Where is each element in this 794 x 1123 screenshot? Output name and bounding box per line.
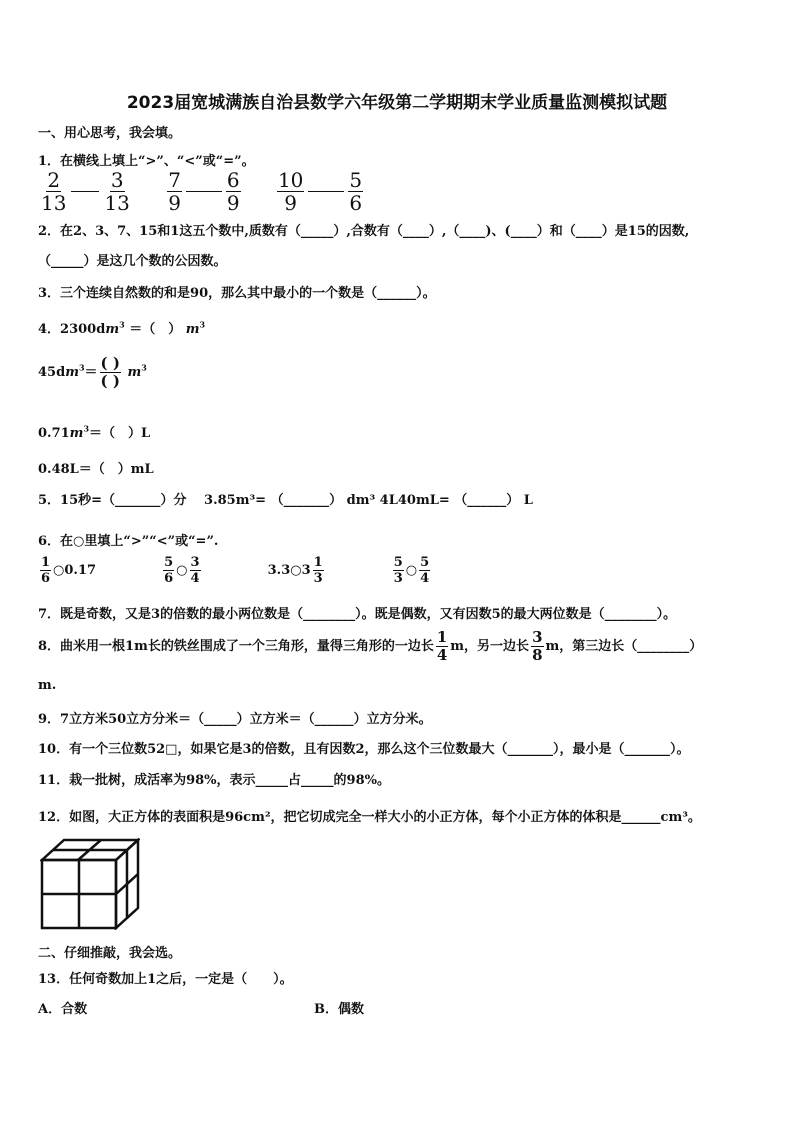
q1-fractions bbox=[38, 170, 365, 213]
section-1-heading: 一、用心思考，我会填。 bbox=[38, 126, 182, 141]
q1-frac-1b: $\frac{3}{13}$ bbox=[104, 168, 130, 215]
q6-frac: $\frac{1}{6}$ bbox=[41, 555, 51, 586]
question-10: 10．有一个三位数52□，如果它是3的倍数，且有因数2，那么这个三位数最大（_______），最小是（_______）。 bbox=[38, 742, 690, 757]
question-8: 8．曲米用一根1m长的铁丝围成了一个三角形，量得三角形的一边长 $\frac{1}{4}$ m，另一边长 $\frac{3}{8}$ m，第三边长（________） bbox=[38, 628, 703, 664]
answer-blank[interactable] bbox=[308, 191, 344, 192]
question-13: 13．任何奇数加上1之后，一定是（ ）。 bbox=[38, 972, 293, 987]
q6-frac: $\frac{5}{4}$ bbox=[420, 555, 430, 586]
q13-option-b[interactable]: B．偶数 bbox=[314, 1002, 364, 1017]
q6-items: $\frac{1}{6}$ ○0.17 $\frac{5}{6}$ ○ $\frac{3}{4}$ 3.3○3 $\frac{1}{3}$ $\frac{5}{3}$ ○ $\frac{5}{4}$ bbox=[41, 555, 430, 586]
question-12: 12．如图，大正方体的表面积是96cm²，把它切成完全一样大小的小正方体，每个小正方体的体积是______cm³。 bbox=[38, 810, 701, 825]
question-6: 6．在○里填上“>”“<”或“=”. bbox=[38, 534, 219, 549]
question-5: 5．15秒=（_______）分 3.85m³= （_______） dm³ 4L40mL= （______） L bbox=[38, 493, 533, 508]
q4-blank-fraction[interactable]: $\frac{( )}{( )}$ bbox=[100, 354, 120, 390]
question-4-part-2: $45dm^3=$ $\frac{( )}{( )}$ $m^3$ bbox=[38, 354, 147, 390]
q1-frac-3a: $\frac{10}{9}$ bbox=[277, 168, 304, 215]
question-8-unit: m. bbox=[38, 678, 57, 693]
question-7: 7．既是奇数，又是3的倍数的最小两位数是（________）。既是偶数，又有因数5的最大两位数是（________）。 bbox=[38, 607, 677, 622]
question-3: 3．三个连续自然数的和是90，那么其中最小的一个数是（______）。 bbox=[38, 286, 436, 301]
question-4-part-4: 0.48L＝（ ）mL bbox=[38, 462, 154, 477]
q6-frac: $\frac{1}{3}$ bbox=[313, 555, 323, 586]
q6-frac: $\frac{5}{6}$ bbox=[164, 555, 174, 586]
page-title: 2023届宽城满族自治县数学六年级第二学期期末学业质量监测模拟试题 bbox=[126, 93, 668, 113]
cube-figure bbox=[40, 838, 140, 930]
q1-frac-3b: $\frac{5}{6}$ bbox=[349, 168, 363, 215]
q1-frac-2b: $\frac{6}{9}$ bbox=[226, 168, 240, 215]
section-2-heading: 二、仔细推敲，我会选。 bbox=[38, 946, 182, 961]
question-4-part-1: 4．$2300dm^3$ ＝（ ） $m^3$ bbox=[38, 319, 206, 337]
q1-frac-1a: $\frac{2}{13}$ bbox=[41, 168, 67, 215]
answer-blank[interactable] bbox=[186, 191, 222, 192]
q13-option-a[interactable]: A．合数 bbox=[38, 1002, 88, 1017]
question-1: 1．在横线上填上“>”、“<”或“=”。 bbox=[38, 154, 255, 169]
q6-frac: $\frac{5}{3}$ bbox=[393, 555, 403, 586]
question-4-part-3: $0.71m^3=$（ ）L bbox=[38, 423, 151, 441]
q8-frac-1: $\frac{1}{4}$ bbox=[436, 628, 448, 664]
answer-blank[interactable] bbox=[71, 191, 99, 192]
question-11: 11．栽一批树，成活率为98%，表示_____占_____的98%。 bbox=[38, 773, 390, 788]
question-9: 9．7立方米50立方分米＝（_____）立方米＝（______）立方分米。 bbox=[38, 712, 432, 727]
question-2-line-2: （_____）是这几个数的公因数。 bbox=[38, 254, 227, 269]
q1-frac-2a: $\frac{7}{9}$ bbox=[168, 168, 181, 215]
q8-frac-2: $\frac{3}{8}$ bbox=[532, 628, 543, 664]
question-2-line-1: 2．在2、3、7、15和1这五个数中,质数有（_____）,合数有（____）,（____)、(____）和（____）是15的因数, bbox=[38, 224, 690, 239]
q6-frac: $\frac{3}{4}$ bbox=[190, 555, 200, 586]
